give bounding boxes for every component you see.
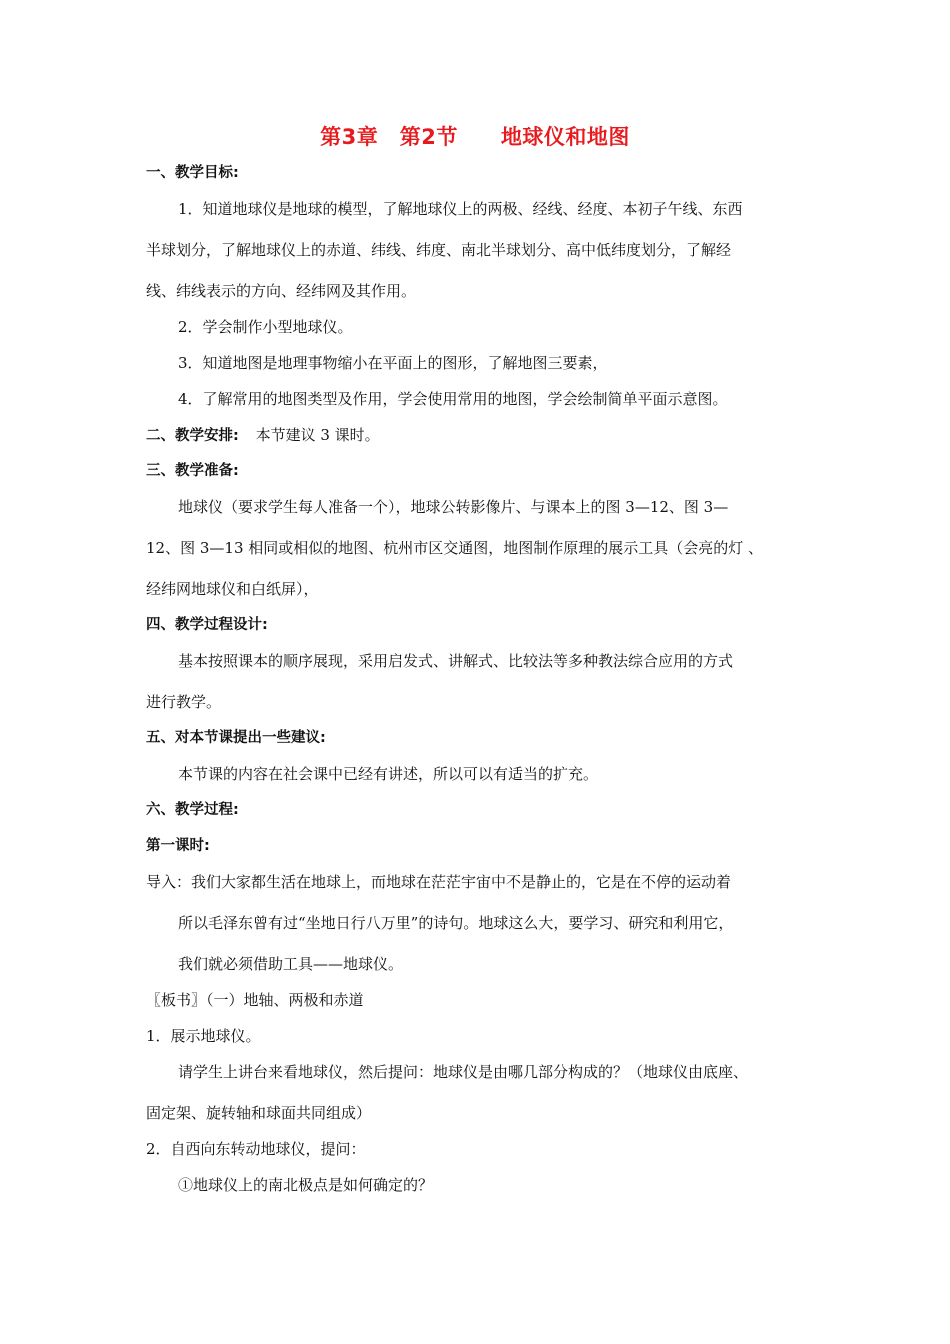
document-title: 第3章 第2节 地球仪和地图 [320,125,630,149]
preparation-line-2: 12、图 3—13 相同或相似的地图、杭州市区交通图，地图制作原理的展示工具（会亮的灯 、 [146,539,764,557]
intro-line-2: 所以毛泽东曾有过“坐地日行八万里”的诗句。地球这么大，要学习、研究和利用它， [178,914,734,932]
section-heading-teaching-process: 六、教学过程: [146,802,239,818]
goal-item-3: 3．知道地图是地理事物缩小在平面上的图形，了解地图三要素， [178,354,608,372]
goal-item-1-line-2: 半球划分，了解地球仪上的赤道、纬线、纬度、南北半球划分、高中低纬度划分，了解经 [146,241,732,259]
preparation-line-1: 地球仪（要求学生每人准备一个），地球公转影像片、与课本上的图 3—12、图 3— [178,498,729,516]
goal-item-4: 4．了解常用的地图类型及作用，学会使用常用的地图，学会绘制简单平面示意图。 [178,390,728,408]
process-design-line-1: 基本按照课本的顺序展现，采用启发式、讲解式、比较法等多种教法综合应用的方式 [178,652,734,670]
process-design-line-2: 进行教学。 [146,693,222,711]
section-heading-schedule: 二、教学安排: [146,428,239,444]
section-heading-suggestions: 五、对本节课提出一些建议: [146,730,326,746]
intro-line-3: 我们就必须借助工具——地球仪。 [178,955,404,973]
section-heading-preparation: 三、教学准备: [146,463,239,479]
step-2: 2．自西向东转动地球仪，提问： [146,1140,366,1158]
step-2-question-1: ①地球仪上的南北极点是如何确定的？ [178,1176,434,1194]
lesson-1-heading: 第一课时: [146,838,210,854]
goal-item-1-line-1: 1．知道地球仪是地球的模型，了解地球仪上的两极、经线、经度、本初子午线、东西 [178,200,743,218]
goal-item-1-line-3: 线、纬线表示的方向、经纬网及其作用。 [146,282,417,300]
schedule-line [146,425,380,446]
suggestions-text: 本节课的内容在社会课中已经有讲述，所以可以有适当的扩充。 [178,765,599,783]
schedule-text: 本节建议 3 课时。 [255,426,380,444]
step-1: 1．展示地球仪。 [146,1027,261,1045]
board-heading: 〖板书〗（一）地轴、两极和赤道 [146,991,364,1009]
section-heading-process-design: 四、教学过程设计: [146,617,268,633]
intro-line-1: 导入：我们大家都生活在地球上，而地球在茫茫宇宙中不是静止的，它是在不停的运动着 [146,873,732,891]
goal-item-2: 2．学会制作小型地球仪。 [178,318,353,336]
step-1-line-2: 固定架、旋转轴和球面共同组成） [146,1104,372,1122]
section-heading-goals: 一、教学目标: [146,165,239,181]
step-1-line-1: 请学生上讲台来看地球仪，然后提问：地球仪是由哪几部分构成的？（地球仪由底座、 [178,1063,749,1081]
preparation-line-3: 经纬网地球仪和白纸屏）， [146,580,319,598]
